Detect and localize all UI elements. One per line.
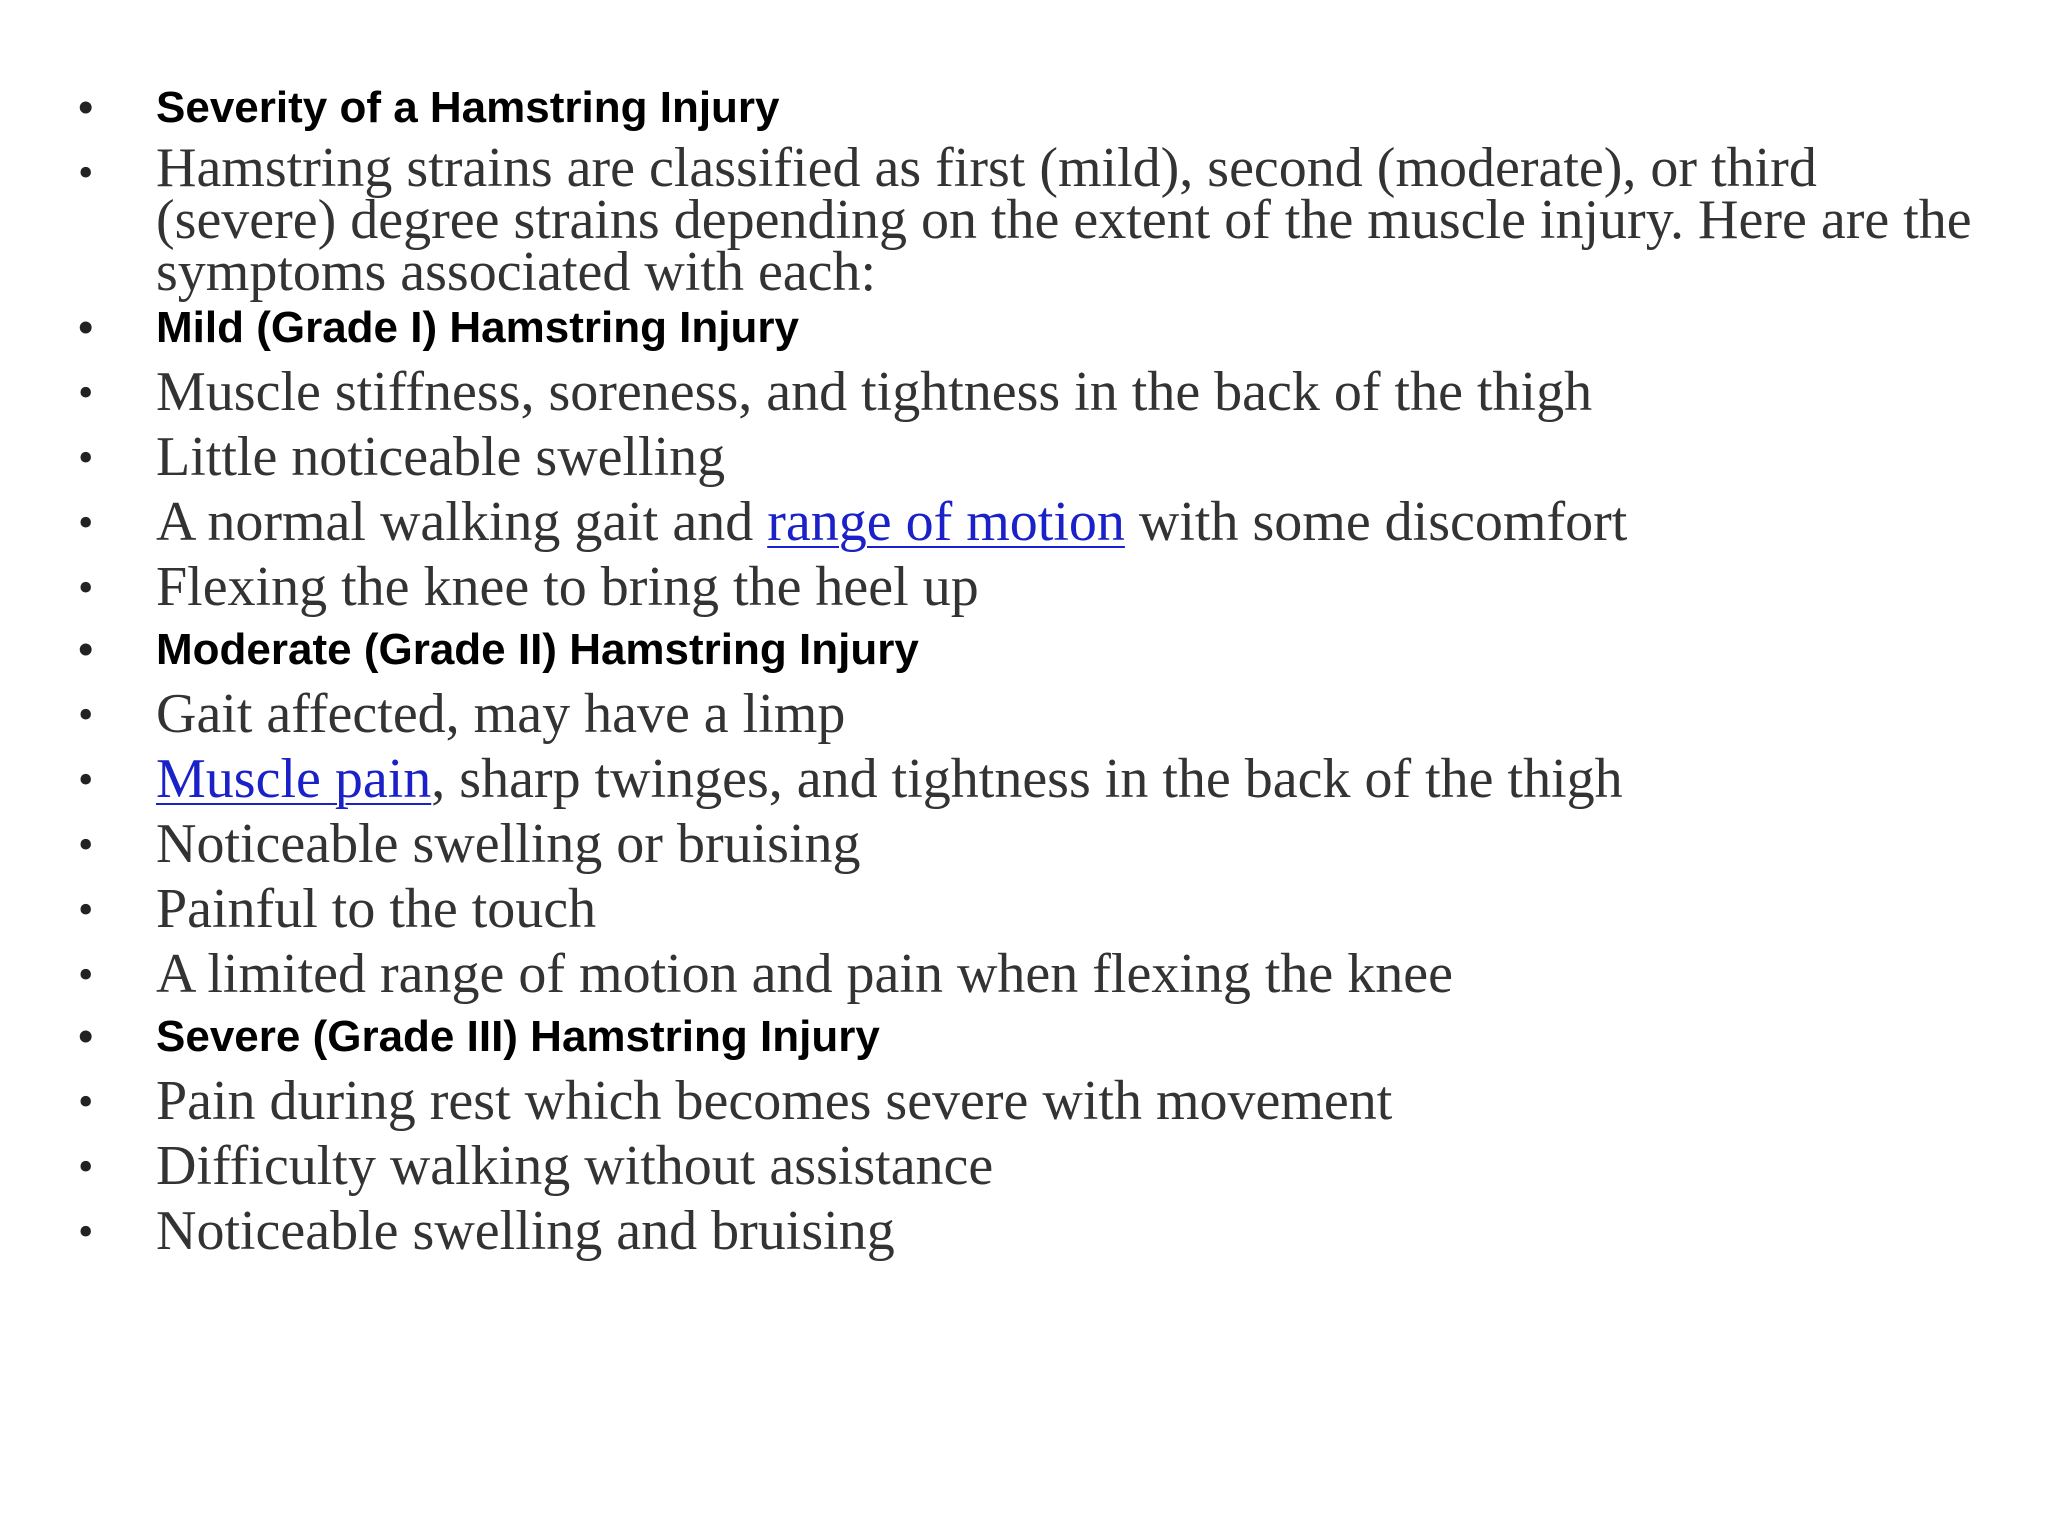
- bullet-icon: •: [78, 690, 94, 739]
- list-item: [72, 682, 1992, 747]
- list-item: [72, 747, 1992, 812]
- bullet-list: [72, 78, 1992, 1264]
- list-item: [72, 877, 1992, 942]
- list-item: [72, 425, 1992, 490]
- bullet-icon: •: [78, 148, 94, 197]
- list-item: [72, 812, 1992, 877]
- paragraph-text: Hamstring strains are classified as first (mild), second (moderate), or third (severe) degree strains depending on the extent of the muscle injury. Here are the symptoms associated with each:: [156, 137, 1972, 303]
- bullet-icon: •: [78, 433, 94, 482]
- heading-severe: [72, 1009, 1992, 1065]
- list-item: [72, 490, 1992, 555]
- list-item: [72, 1134, 1992, 1199]
- bullet-icon: •: [78, 950, 94, 999]
- heading-text: Severity of a Hamstring Injury: [156, 83, 780, 132]
- list-item-text: Pain during rest which becomes severe with movement: [156, 1070, 1393, 1132]
- list-item-text: A limited range of motion and pain when flexing the knee: [156, 943, 1453, 1005]
- intro-paragraph: [72, 137, 1992, 303]
- heading-text: Severe (Grade III) Hamstring Injury: [156, 1012, 880, 1061]
- bullet-icon: •: [78, 1142, 94, 1191]
- heading-moderate: [72, 622, 1992, 678]
- list-item-text: Painful to the touch: [156, 878, 597, 940]
- bullet-icon: •: [78, 1012, 94, 1061]
- list-item: [72, 1199, 1992, 1264]
- bullet-icon: •: [78, 563, 94, 612]
- range-of-motion-link[interactable]: range of motion: [767, 491, 1125, 553]
- list-item-text: Difficulty walking without assistance: [156, 1135, 994, 1197]
- list-item-text-after: , sharp twinges, and tightness in the back of the thigh: [431, 748, 1623, 810]
- list-item: [72, 360, 1992, 425]
- list-item-text: Muscle stiffness, soreness, and tightness in the back of the thigh: [156, 361, 1593, 423]
- bullet-icon: •: [78, 820, 94, 869]
- muscle-pain-link[interactable]: Muscle pain: [156, 748, 432, 810]
- bullet-icon: •: [78, 303, 94, 352]
- list-item-text: Gait affected, may have a limp: [156, 683, 846, 745]
- list-item: [72, 942, 1992, 1007]
- bullet-icon: •: [78, 1077, 94, 1126]
- bullet-icon: •: [78, 498, 94, 547]
- bullet-icon: •: [78, 1207, 94, 1256]
- list-item-text: Noticeable swelling and bruising: [156, 1200, 895, 1262]
- list-item-text-before: A normal walking gait and: [156, 491, 768, 553]
- bullet-icon: •: [78, 625, 94, 674]
- list-item-text: Flexing the knee to bring the heel up: [156, 556, 979, 618]
- list-item: [72, 1069, 1992, 1134]
- bullet-icon: •: [78, 83, 94, 132]
- bullet-icon: •: [78, 368, 94, 417]
- bullet-icon: •: [78, 755, 94, 804]
- heading-severity: [72, 80, 1992, 136]
- list-item: [72, 555, 1992, 620]
- list-item-text: Noticeable swelling or bruising: [156, 813, 861, 875]
- heading-text: Mild (Grade I) Hamstring Injury: [156, 303, 799, 352]
- list-item-text-after: with some discomfort: [1124, 491, 1628, 553]
- bullet-icon: •: [78, 885, 94, 934]
- list-item-text: Little noticeable swelling: [156, 426, 726, 488]
- heading-mild: [72, 300, 1992, 356]
- heading-text: Moderate (Grade II) Hamstring Injury: [156, 625, 919, 674]
